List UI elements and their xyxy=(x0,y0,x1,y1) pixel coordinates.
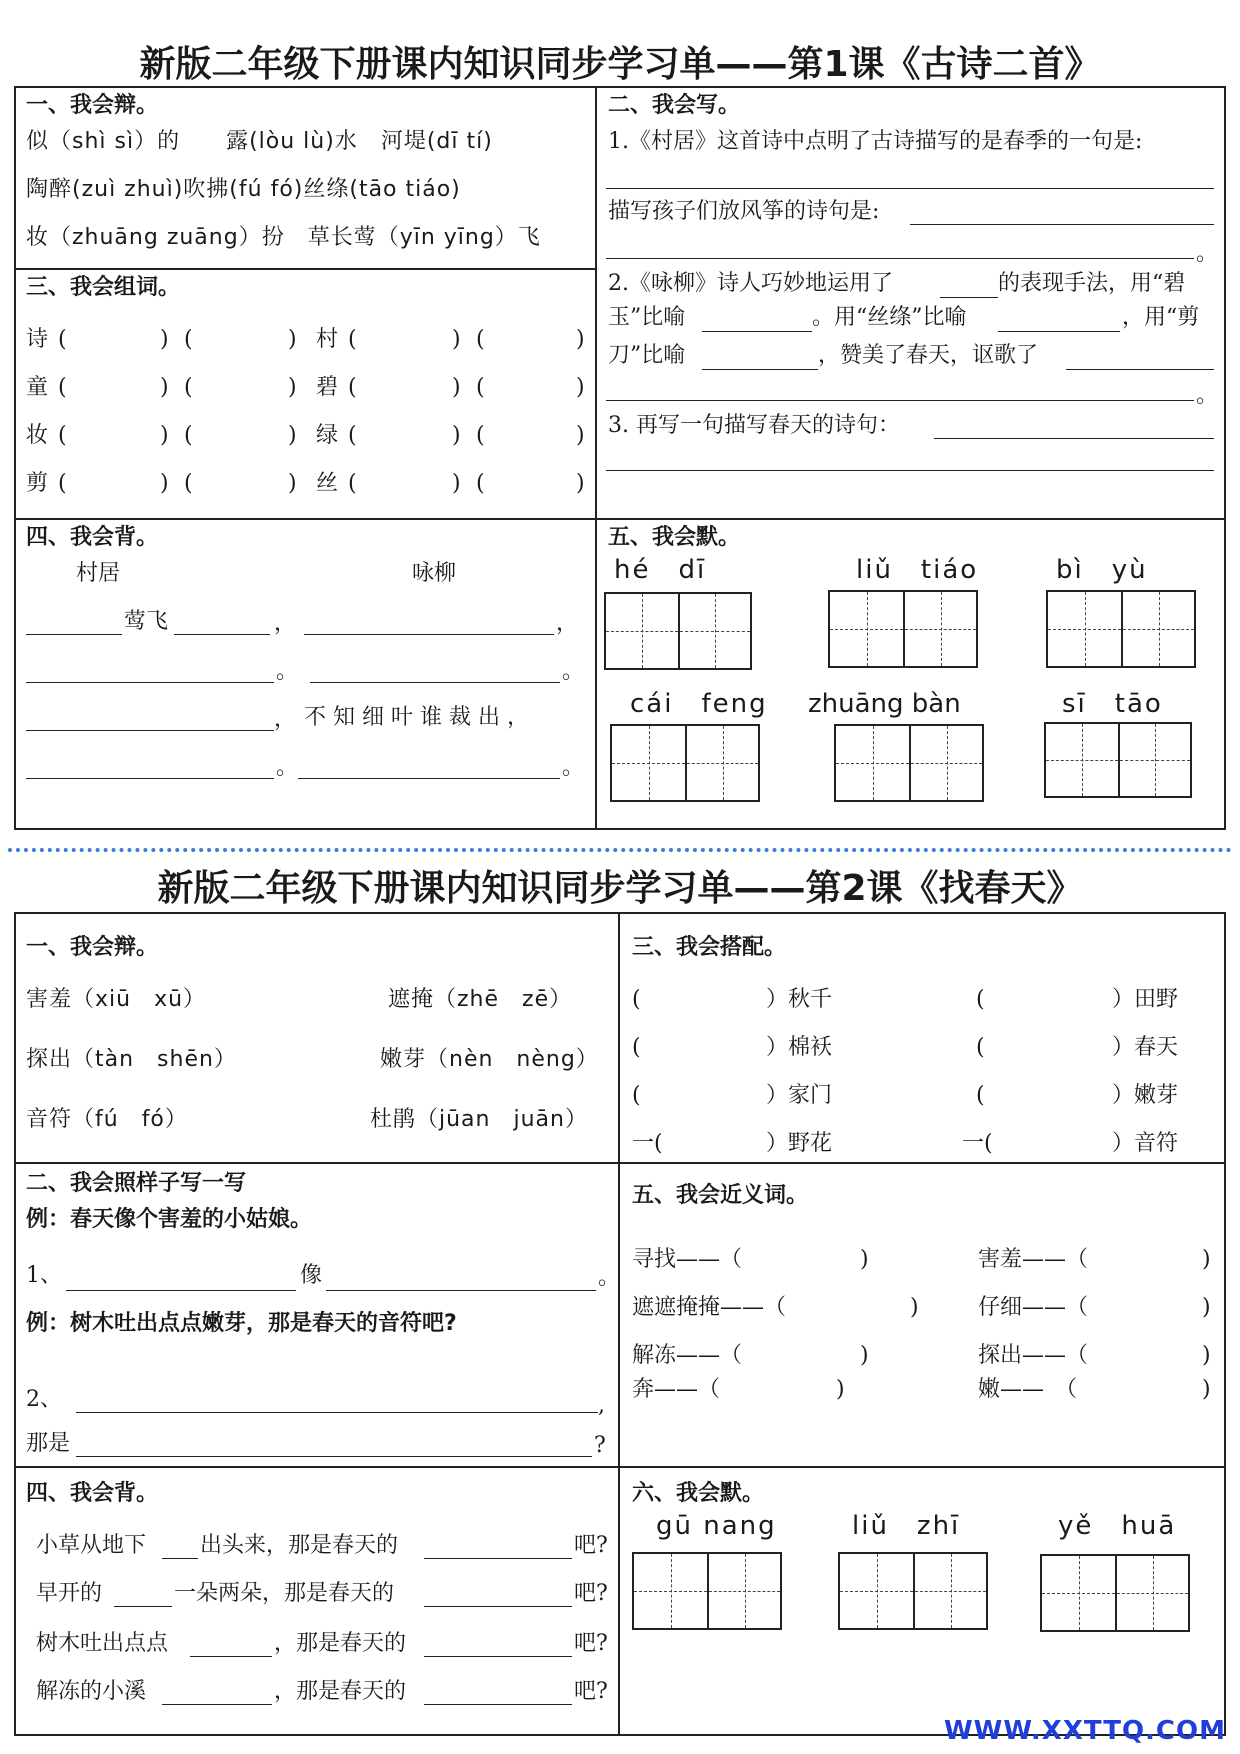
pinyin-choice: 探出（tàn shēn） xyxy=(26,1047,237,1072)
item-number: 2、 xyxy=(26,1387,62,1412)
answer-line[interactable] xyxy=(162,1558,198,1559)
paren: ) xyxy=(1202,1247,1211,1272)
match-open: ( xyxy=(632,1083,641,1108)
poem-text: ，那是春天的 xyxy=(274,1679,407,1704)
answer-line[interactable] xyxy=(934,438,1214,439)
paren-close: ) xyxy=(452,375,461,400)
paren-open: ( xyxy=(476,471,485,496)
cut-line xyxy=(8,848,1232,852)
watermark: WWW.XXTTQ.COM xyxy=(944,1716,1226,1746)
punct: , xyxy=(598,1393,605,1418)
section-heading: 五、我会默。 xyxy=(608,525,741,550)
poem-title: 咏柳 xyxy=(412,561,457,586)
paren-open: ( xyxy=(184,375,193,400)
divider xyxy=(595,86,597,830)
tianzige-box[interactable] xyxy=(834,724,984,802)
answer-line[interactable] xyxy=(174,634,270,635)
punct: 。 xyxy=(562,755,585,780)
answer-line[interactable] xyxy=(606,258,1194,259)
section-heading: 五、我会近义词。 xyxy=(632,1183,809,1208)
match-word: ）棉袄 xyxy=(766,1035,833,1060)
pinyin-prompt: gū nang xyxy=(656,1511,777,1541)
pinyin-choice-line: 陶醉(zuì zhuì)吹拂(fú fó)丝绦(tāo tiáo) xyxy=(26,177,461,202)
divider xyxy=(14,1162,1226,1164)
answer-line[interactable] xyxy=(910,224,1214,225)
paren-open: ( xyxy=(476,327,485,352)
punct: ， xyxy=(274,707,297,732)
synonym-item: 寻找——（ xyxy=(632,1247,743,1272)
example: 例：春天像个害羞的小姑娘。 xyxy=(26,1207,313,1232)
answer-line[interactable] xyxy=(304,634,554,635)
pinyin-choice: 嫩芽（nèn nèng） xyxy=(380,1047,599,1072)
poem-text: 一朵两朵，那是春天的 xyxy=(174,1581,395,1606)
paren-close: ) xyxy=(576,327,585,352)
paren-close: ) xyxy=(576,375,585,400)
pinyin-prompt: bì yù xyxy=(1056,555,1148,585)
answer-line[interactable] xyxy=(162,1704,272,1705)
answer-line[interactable] xyxy=(310,682,560,683)
poem-text: 吧? xyxy=(574,1581,608,1606)
match-open: 一( xyxy=(632,1131,663,1156)
question-2-text: ，用“剪 xyxy=(1122,305,1200,330)
match-open: ( xyxy=(976,1035,985,1060)
divider xyxy=(618,912,620,1736)
section-heading: 四、我会背。 xyxy=(26,525,159,550)
pinyin-prompt: cái feng xyxy=(630,689,768,719)
answer-line[interactable] xyxy=(940,297,998,298)
section-heading: 三、我会组词。 xyxy=(26,275,181,300)
tianzige-box[interactable] xyxy=(610,724,760,802)
paren-close: ) xyxy=(288,471,297,496)
poem-line: 不知细叶谁裁出， xyxy=(304,705,537,730)
lesson1-title: 新版二年级下册课内知识同步学习单——第1课《古诗二首》 xyxy=(139,44,1101,85)
punct: 。 xyxy=(1196,241,1219,266)
punct: 。 xyxy=(1196,383,1219,408)
question-2-text: 刀”比喻 xyxy=(608,343,686,368)
answer-line[interactable] xyxy=(190,1656,272,1657)
match-word: ）春天 xyxy=(1112,1035,1179,1060)
pinyin-prompt: yě huā xyxy=(1058,1511,1177,1541)
char: 诗 xyxy=(26,327,49,352)
match-word: ）野花 xyxy=(766,1131,833,1156)
poem-text: 早开的 xyxy=(36,1581,103,1606)
paren-close: ) xyxy=(288,375,297,400)
section-heading: 二、我会写。 xyxy=(608,93,741,118)
tianzige-box[interactable] xyxy=(838,1552,988,1630)
pinyin-prompt: liǔ zhī xyxy=(852,1511,961,1541)
section-heading: 一、我会辩。 xyxy=(26,93,159,118)
poem-word: 莺飞 xyxy=(124,609,169,634)
poem-text: 吧? xyxy=(574,1631,608,1656)
synonym-item: 遮遮掩掩——（ xyxy=(632,1295,787,1320)
paren-open: ( xyxy=(184,423,193,448)
section-heading: 二、我会照样子写一写 xyxy=(26,1171,247,1196)
poem-text: ，那是春天的 xyxy=(274,1631,407,1656)
answer-line[interactable] xyxy=(26,682,274,683)
question-2-text: 。用“丝绦”比喻 xyxy=(812,305,967,330)
paren-open: ( xyxy=(476,375,485,400)
paren-open: ( xyxy=(184,327,193,352)
answer-line[interactable] xyxy=(76,1456,592,1457)
poem-text: 解冻的小溪 xyxy=(36,1679,147,1704)
paren-close: ) xyxy=(160,423,169,448)
paren-open: ( xyxy=(58,327,67,352)
divider xyxy=(14,1466,1226,1468)
tianzige-box[interactable] xyxy=(632,1552,782,1630)
paren: ) xyxy=(910,1295,919,1320)
section-heading: 三、我会搭配。 xyxy=(632,935,787,960)
char: 村 xyxy=(316,327,339,352)
char: 丝 xyxy=(316,471,339,496)
section-heading: 四、我会背。 xyxy=(26,1481,159,1506)
item-number: 1、 xyxy=(26,1263,62,1288)
tianzige-box[interactable] xyxy=(1040,1554,1190,1632)
answer-line[interactable] xyxy=(326,1290,596,1291)
answer-line[interactable] xyxy=(26,730,274,731)
question-2: 2.《咏柳》诗人巧妙地运用了 xyxy=(608,271,893,296)
synonym-item: 仔细——（ xyxy=(978,1295,1089,1320)
poem-text: 吧? xyxy=(574,1679,608,1704)
punct: 。 xyxy=(276,659,299,684)
paren-open: ( xyxy=(58,471,67,496)
paren-close: ) xyxy=(288,423,297,448)
paren-open: ( xyxy=(476,423,485,448)
synonym-item: 奔——（ xyxy=(632,1377,721,1402)
match-open: ( xyxy=(632,987,641,1012)
tianzige-box[interactable] xyxy=(1044,722,1192,798)
match-open: ( xyxy=(976,1083,985,1108)
char: 剪 xyxy=(26,471,49,496)
question-2-text: 玉”比喻 xyxy=(608,305,686,330)
answer-line[interactable] xyxy=(424,1656,572,1657)
poem-text: 树木吐出点点 xyxy=(36,1631,169,1656)
paren: ) xyxy=(836,1377,845,1402)
paren: ) xyxy=(1202,1377,1211,1402)
punct: ? xyxy=(594,1433,606,1458)
poem-text: 出头来，那是春天的 xyxy=(200,1533,399,1558)
match-open: ( xyxy=(632,1035,641,1060)
punct: ， xyxy=(274,611,297,636)
punct: 。 xyxy=(562,659,585,684)
answer-line[interactable] xyxy=(606,470,1214,471)
answer-line[interactable] xyxy=(66,1290,296,1291)
tianzige-box[interactable] xyxy=(1046,590,1196,668)
match-word: ）田野 xyxy=(1112,987,1179,1012)
match-open: 一( xyxy=(962,1131,993,1156)
answer-line[interactable] xyxy=(424,1558,572,1559)
answer-line[interactable] xyxy=(26,778,274,779)
punct: 。 xyxy=(598,1265,621,1290)
punct: 。 xyxy=(276,755,299,780)
answer-line[interactable] xyxy=(702,331,812,332)
answer-line[interactable] xyxy=(76,1412,598,1413)
tianzige-box[interactable] xyxy=(604,592,752,670)
example: 例：树木吐出点点嫩芽，那是春天的音符吧? xyxy=(26,1311,457,1336)
match-open: ( xyxy=(976,987,985,1012)
question-2-text: ，赞美了春天，讴歌了 xyxy=(818,343,1039,368)
question-2-text: 的表现手法，用“碧 xyxy=(998,271,1186,296)
answer-line[interactable] xyxy=(606,188,1214,189)
paren-close: ) xyxy=(288,327,297,352)
paren-open: ( xyxy=(58,375,67,400)
pinyin-prompt: liǔ tiáo xyxy=(856,555,979,585)
divider xyxy=(14,268,596,270)
paren: ) xyxy=(1202,1343,1211,1368)
answer-line[interactable] xyxy=(424,1704,572,1705)
paren-open: ( xyxy=(348,375,357,400)
question-1: 1.《村居》这首诗中点明了古诗描写的是春季的一句是: xyxy=(608,129,1143,154)
pinyin-choice: 杜鹃（jūan juān） xyxy=(370,1107,588,1132)
poem-text: 吧? xyxy=(574,1533,608,1558)
paren-close: ) xyxy=(160,375,169,400)
answer-line[interactable] xyxy=(702,369,818,370)
question-1b: 描写孩子们放风筝的诗句是: xyxy=(608,199,880,224)
paren-open: ( xyxy=(184,471,193,496)
answer-line[interactable] xyxy=(114,1606,172,1607)
punct: ， xyxy=(556,611,579,636)
synonym-item: 嫩—— （ xyxy=(978,1377,1078,1402)
divider xyxy=(14,518,1226,520)
pinyin-choice: 遮掩（zhē zē） xyxy=(388,987,573,1012)
char: 童 xyxy=(26,375,49,400)
pinyin-prompt: zhuāng bàn xyxy=(808,689,961,719)
paren-close: ) xyxy=(160,471,169,496)
question-3: 3. 再写一句描写春天的诗句： xyxy=(608,413,900,438)
char: 碧 xyxy=(316,375,339,400)
match-word: ）家门 xyxy=(766,1083,833,1108)
synonym-item: 害羞——（ xyxy=(978,1247,1089,1272)
poem-title: 村居 xyxy=(76,561,121,586)
poem-text: 小草从地下 xyxy=(36,1533,147,1558)
match-word: ）嫩芽 xyxy=(1112,1083,1179,1108)
pinyin-prompt: sī tāo xyxy=(1062,689,1163,719)
paren-open: ( xyxy=(348,471,357,496)
pinyin-choice-line: 妆（zhuāng zuāng）扮 草长莺（yīn yīng）飞 xyxy=(26,225,541,250)
paren-close: ) xyxy=(160,327,169,352)
paren: ) xyxy=(860,1343,869,1368)
lesson2-title: 新版二年级下册课内知识同步学习单——第2课《找春天》 xyxy=(157,868,1083,909)
pinyin-choice: 害羞（xiū xū） xyxy=(26,987,207,1012)
answer-line[interactable] xyxy=(424,1606,572,1607)
sentence-word: 像 xyxy=(300,1263,323,1288)
section-heading: 一、我会辩。 xyxy=(26,935,159,960)
paren-close: ) xyxy=(452,471,461,496)
char: 绿 xyxy=(316,423,339,448)
synonym-item: 探出——（ xyxy=(978,1343,1089,1368)
answer-line[interactable] xyxy=(1066,369,1214,370)
pinyin-choice-line: 似（shì sì）的 露(lòu lù)水 河堤(dī tí) xyxy=(26,129,493,154)
pinyin-choice: 音符（fú fó） xyxy=(26,1107,188,1132)
tianzige-box[interactable] xyxy=(828,590,978,668)
answer-line[interactable] xyxy=(998,331,1120,332)
paren-open: ( xyxy=(58,423,67,448)
paren-close: ) xyxy=(576,423,585,448)
match-word: ）音符 xyxy=(1112,1131,1179,1156)
match-word: ）秋千 xyxy=(766,987,833,1012)
paren: ) xyxy=(1202,1295,1211,1320)
pinyin-prompt: hé dī xyxy=(614,555,707,585)
paren-open: ( xyxy=(348,423,357,448)
paren-close: ) xyxy=(452,423,461,448)
answer-line[interactable] xyxy=(26,634,122,635)
section-heading: 六、我会默。 xyxy=(632,1481,765,1506)
paren-open: ( xyxy=(348,327,357,352)
paren-close: ) xyxy=(576,471,585,496)
sentence-word: 那是 xyxy=(26,1431,71,1456)
answer-line[interactable] xyxy=(606,400,1194,401)
paren-close: ) xyxy=(452,327,461,352)
char: 妆 xyxy=(26,423,49,448)
synonym-item: 解冻——（ xyxy=(632,1343,743,1368)
paren: ) xyxy=(860,1247,869,1272)
answer-line[interactable] xyxy=(298,778,560,779)
